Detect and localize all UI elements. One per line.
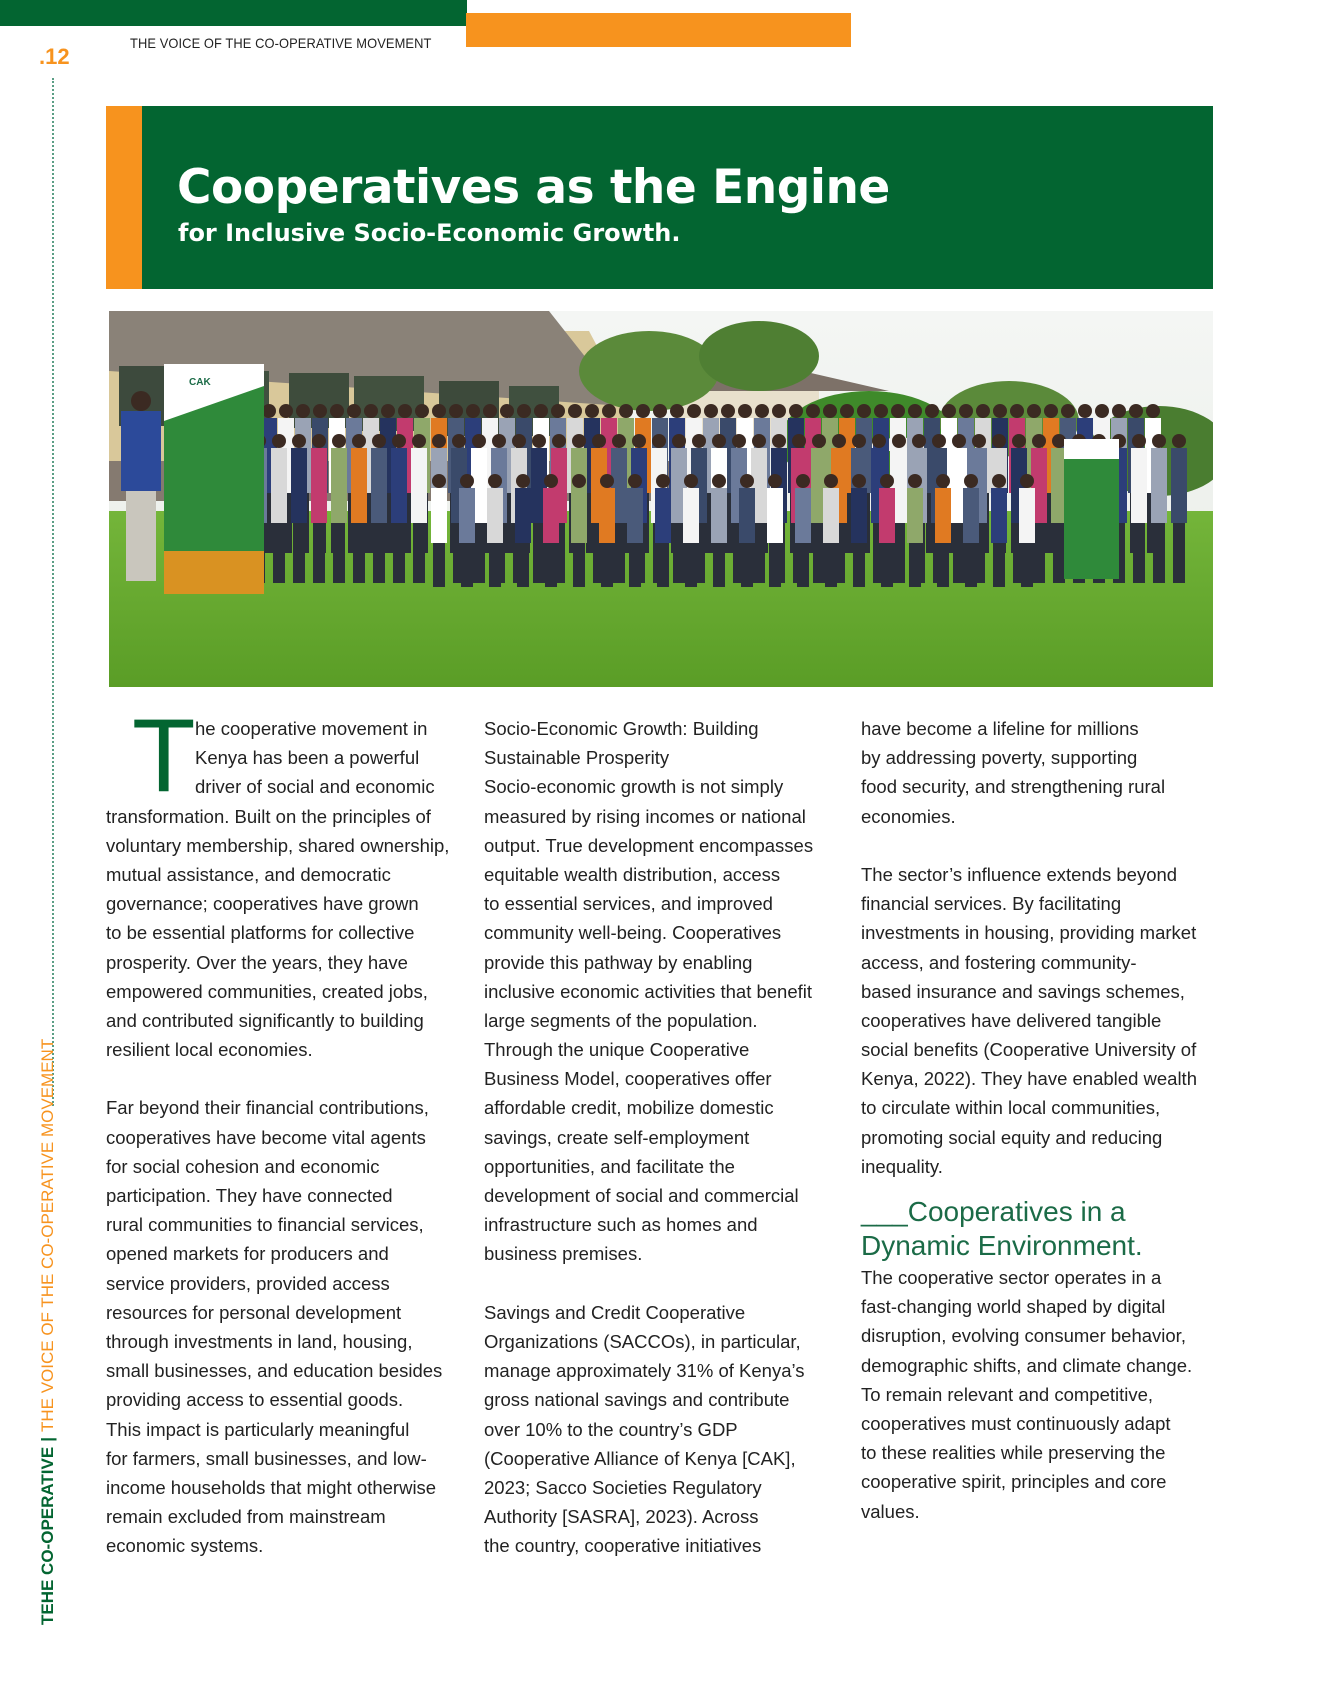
person-figure xyxy=(1151,448,1167,523)
person-figure xyxy=(347,404,361,418)
person-figure xyxy=(752,434,766,448)
person-figure xyxy=(599,488,615,543)
header-orange-bar xyxy=(466,13,851,47)
body-text-line: Through the unique Cooperative xyxy=(484,1039,750,1061)
person-figure xyxy=(711,488,727,543)
body-text-line: governance; cooperatives have grown xyxy=(106,893,419,915)
person-figure xyxy=(628,474,642,488)
person-figure xyxy=(330,404,344,418)
person-figure xyxy=(619,404,633,418)
person-figure xyxy=(364,404,378,418)
person-figure xyxy=(891,404,905,418)
person-figure xyxy=(942,404,956,418)
person-figure xyxy=(492,434,506,448)
person-figure xyxy=(908,474,922,488)
person-figure xyxy=(1019,488,1035,543)
person-figure xyxy=(655,488,671,543)
person-figure xyxy=(131,391,151,411)
person-figure xyxy=(545,543,557,587)
person-figure xyxy=(487,488,503,543)
person-figure xyxy=(769,543,781,587)
body-text-line: access, and fostering community- xyxy=(861,951,1137,973)
person-figure xyxy=(812,434,826,448)
person-figure xyxy=(333,523,345,583)
person-figure xyxy=(908,404,922,418)
person-figure xyxy=(432,404,446,418)
person-figure xyxy=(685,543,697,587)
person-figure xyxy=(592,434,606,448)
body-text-line: disruption, evolving consumer behavior, xyxy=(861,1325,1186,1347)
person-figure xyxy=(712,474,726,488)
body-text-line: cooperative spirit, principles and core xyxy=(861,1471,1167,1493)
body-text-line: participation. They have connected xyxy=(106,1185,393,1206)
person-figure xyxy=(461,543,473,587)
person-figure xyxy=(351,448,367,523)
person-figure xyxy=(992,474,1006,488)
person-figure xyxy=(872,434,886,448)
body-text-line: values. xyxy=(861,1500,920,1522)
header-green-bar xyxy=(0,0,467,26)
person-figure xyxy=(431,488,447,543)
person-figure xyxy=(965,543,977,587)
body-text-line: inclusive economic activities that benefit xyxy=(484,980,813,1002)
person-figure xyxy=(1112,404,1126,418)
person-figure xyxy=(413,523,425,583)
body-text-line: savings, create self-employment xyxy=(484,1126,750,1148)
person-figure xyxy=(271,448,287,523)
person-figure xyxy=(373,523,385,583)
body-text-line: service providers, provided access xyxy=(106,1272,390,1294)
column-3 xyxy=(861,714,1221,1526)
person-figure xyxy=(959,404,973,418)
person-figure xyxy=(313,404,327,418)
person-figure xyxy=(552,434,566,448)
person-figure xyxy=(912,434,926,448)
person-figure xyxy=(1010,404,1024,418)
body-text-line: output. True development encompasses xyxy=(484,834,814,856)
person-figure xyxy=(1027,404,1041,418)
person-figure xyxy=(332,434,346,448)
cak-banner-right xyxy=(1064,439,1119,579)
person-figure xyxy=(432,474,446,488)
person-figure xyxy=(472,434,486,448)
publication-name: TEHE CO-OPERATIVE xyxy=(38,1446,57,1625)
body-text-line: Kenya has been a powerful xyxy=(195,747,420,769)
person-figure xyxy=(602,404,616,418)
person-figure xyxy=(892,434,906,448)
person-figure xyxy=(652,434,666,448)
body-text-line: Far beyond their financial contributions, xyxy=(106,1097,429,1119)
body-text-line: through investments in land, housing, xyxy=(106,1330,413,1352)
person-figure xyxy=(433,543,445,587)
person-figure xyxy=(972,434,986,448)
person-figure xyxy=(964,474,978,488)
person-figure xyxy=(656,474,670,488)
masthead-separator: | xyxy=(38,1437,57,1442)
person-figure xyxy=(993,404,1007,418)
person-figure xyxy=(585,404,599,418)
person-figure xyxy=(636,404,650,418)
person-figure xyxy=(313,523,325,583)
person-figure xyxy=(572,474,586,488)
body-text-line: cooperatives must continuously adapt xyxy=(861,1412,1171,1434)
body-text-line: opportunities, and facilitate the xyxy=(484,1155,735,1177)
person-figure xyxy=(993,543,1005,587)
person-figure xyxy=(601,543,613,587)
title-banner-accent xyxy=(106,106,142,289)
body-text-line: voluntary membership, shared ownership, xyxy=(106,834,450,856)
person-figure xyxy=(768,474,782,488)
body-text-line: over 10% to the country’s GDP xyxy=(484,1418,738,1440)
person-figure xyxy=(568,404,582,418)
person-figure xyxy=(517,543,529,587)
group-photo-illustration xyxy=(109,311,1213,687)
body-text-line: gross national savings and contribute xyxy=(484,1389,790,1411)
body-text-line: income households that might otherwise xyxy=(106,1476,437,1498)
person-figure xyxy=(372,434,386,448)
person-figure xyxy=(1152,434,1166,448)
person-figure xyxy=(767,488,783,543)
person-figure xyxy=(672,434,686,448)
body-text-line: inequality. xyxy=(861,1155,943,1177)
margin-dotted-rule xyxy=(52,78,54,1106)
person-figure xyxy=(551,404,565,418)
person-figure xyxy=(489,543,501,587)
vertical-masthead xyxy=(38,1039,58,1625)
person-figure xyxy=(381,404,395,418)
body-text-line: to be essential platforms for collective xyxy=(106,922,415,944)
person-figure xyxy=(738,404,752,418)
person-figure xyxy=(796,474,810,488)
person-figure xyxy=(789,404,803,418)
person-figure xyxy=(632,434,646,448)
body-text-line: economic systems. xyxy=(106,1535,264,1557)
person-figure xyxy=(1052,434,1066,448)
person-figure xyxy=(824,474,838,488)
person-figure xyxy=(657,543,669,587)
person-figure xyxy=(121,411,161,491)
person-figure xyxy=(935,488,951,543)
person-figure xyxy=(932,434,946,448)
running-head: THE VOICE OF THE CO-OPERATIVE MOVEMENT xyxy=(130,35,432,51)
person-figure xyxy=(331,448,347,523)
person-figure xyxy=(517,404,531,418)
body-text-line: small businesses, and education besides xyxy=(106,1360,443,1382)
person-figure xyxy=(670,404,684,418)
body-text-line: Savings and Credit Cooperative xyxy=(484,1301,746,1323)
person-figure xyxy=(543,488,559,543)
body-text-line: The sector’s influence extends beyond xyxy=(861,863,1178,885)
page-number: .12 xyxy=(39,44,70,69)
body-text-line: driver of social and economic xyxy=(195,776,435,798)
person-figure xyxy=(515,488,531,543)
person-figure xyxy=(1061,404,1075,418)
column-3-body-bottom xyxy=(861,1263,1221,1526)
person-figure xyxy=(925,404,939,418)
body-text-line: affordable credit, mobilize domestic xyxy=(484,1097,774,1119)
person-figure xyxy=(311,448,327,523)
person-figure xyxy=(572,434,586,448)
person-figure xyxy=(1032,434,1046,448)
person-figure xyxy=(755,404,769,418)
person-figure xyxy=(683,488,699,543)
person-figure xyxy=(353,523,365,583)
person-figure xyxy=(952,434,966,448)
person-figure xyxy=(398,404,412,418)
body-text-line xyxy=(861,831,1221,860)
body-text-line: measured by rising incomes or national xyxy=(484,805,806,827)
person-figure xyxy=(1012,434,1026,448)
person-figure xyxy=(1129,404,1143,418)
crowd xyxy=(121,391,1187,587)
person-figure xyxy=(1044,404,1058,418)
body-text-line: development of social and commercial xyxy=(484,1185,799,1206)
banner-logo: CAK xyxy=(189,377,211,388)
person-figure xyxy=(352,434,366,448)
person-figure xyxy=(684,474,698,488)
person-figure xyxy=(852,434,866,448)
person-figure xyxy=(1153,523,1165,583)
article-title: Cooperatives as the Engine xyxy=(177,160,890,215)
body-text-line: for social cohesion and economic xyxy=(106,1155,380,1177)
person-figure xyxy=(291,448,307,523)
body-text-line: 2023; Sacco Societies Regulatory xyxy=(484,1476,762,1498)
person-figure xyxy=(532,434,546,448)
person-figure xyxy=(393,523,405,583)
body-text-line: based insurance and savings schemes, xyxy=(861,980,1185,1002)
person-figure xyxy=(512,434,526,448)
person-figure xyxy=(460,474,474,488)
person-figure xyxy=(292,434,306,448)
person-figure xyxy=(412,434,426,448)
person-figure xyxy=(741,543,753,587)
person-figure xyxy=(1020,474,1034,488)
person-figure xyxy=(840,404,854,418)
section-heading-line-1: ___Cooperatives in a xyxy=(861,1196,1126,1227)
person-figure xyxy=(1095,404,1109,418)
person-figure xyxy=(806,404,820,418)
body-text-line: investments in housing, providing market xyxy=(861,922,1197,944)
body-text-line: for farmers, small businesses, and low- xyxy=(106,1447,427,1469)
person-figure xyxy=(1173,523,1185,583)
column-2 xyxy=(484,714,844,1560)
person-figure xyxy=(411,448,427,523)
body-text-line: providing access to essential goods. xyxy=(106,1389,404,1411)
person-figure xyxy=(273,523,285,583)
person-figure xyxy=(126,491,156,581)
person-figure xyxy=(1021,543,1033,587)
person-figure xyxy=(534,404,548,418)
person-figure xyxy=(874,404,888,418)
publication-tagline: THE VOICE OF THE CO-OPERATIVE MOVEMENT xyxy=(38,1038,57,1433)
person-figure xyxy=(732,434,746,448)
person-figure xyxy=(991,488,1007,543)
person-figure xyxy=(909,543,921,587)
body-text-line: community well-being. Cooperatives xyxy=(484,922,782,944)
person-figure xyxy=(544,474,558,488)
body-text-line: (Cooperative Alliance of Kenya [CAK], xyxy=(484,1447,796,1469)
body-text-line: promoting social equity and reducing xyxy=(861,1126,1163,1148)
body-text-line: he cooperative movement in xyxy=(195,718,428,739)
person-figure xyxy=(653,404,667,418)
person-figure xyxy=(415,404,429,418)
person-figure xyxy=(823,488,839,543)
body-text-line: financial services. By facilitating xyxy=(861,893,1122,915)
person-figure xyxy=(937,543,949,587)
person-figure xyxy=(1053,523,1065,583)
person-figure xyxy=(392,434,406,448)
body-text-line: and contributed significantly to building xyxy=(106,1009,424,1031)
person-figure xyxy=(483,404,497,418)
body-text-line: Kenya, 2022). They have enabled wealth xyxy=(861,1068,1197,1090)
body-text-line: transformation. Built on the principles of xyxy=(106,805,431,827)
person-figure xyxy=(262,404,276,418)
body-text-line: Socio-Economic Growth: Building xyxy=(484,718,759,739)
section-heading-line-2: Dynamic Environment. xyxy=(861,1230,1143,1261)
person-figure xyxy=(823,404,837,418)
body-text-line: To remain relevant and competitive, xyxy=(861,1383,1154,1405)
body-text-line xyxy=(484,1269,844,1298)
person-figure xyxy=(739,488,755,543)
person-figure xyxy=(293,523,305,583)
person-figure xyxy=(687,404,701,418)
person-figure xyxy=(279,404,293,418)
person-figure xyxy=(832,434,846,448)
body-text-line: to these realities while preserving the xyxy=(861,1442,1166,1464)
person-figure xyxy=(516,474,530,488)
person-figure xyxy=(500,404,514,418)
person-figure xyxy=(488,474,502,488)
body-text-line: by addressing poverty, supporting xyxy=(861,747,1138,769)
person-figure xyxy=(1146,404,1160,418)
person-figure xyxy=(1078,404,1092,418)
body-text-line: empowered communities, created jobs, xyxy=(106,980,428,1002)
person-figure xyxy=(713,543,725,587)
body-text-line: manage approximately 31% of Kenya’s xyxy=(484,1360,805,1382)
person-figure xyxy=(432,434,446,448)
person-figure xyxy=(712,434,726,448)
person-figure xyxy=(936,474,950,488)
person-figure xyxy=(1132,434,1146,448)
person-figure xyxy=(1172,434,1186,448)
cak-banner-left xyxy=(164,364,264,594)
person-figure xyxy=(772,404,786,418)
body-text-line: business premises. xyxy=(484,1243,643,1265)
drop-cap: T xyxy=(132,698,196,814)
body-text-line: prosperity. Over the years, they have xyxy=(106,951,408,973)
body-text-line: rural communities to financial services, xyxy=(106,1214,424,1236)
person-figure xyxy=(1131,448,1147,523)
body-text-line: Authority [SASRA], 2023). Across xyxy=(484,1506,759,1528)
person-figure xyxy=(795,488,811,543)
person-figure xyxy=(792,434,806,448)
person-figure xyxy=(1171,448,1187,523)
person-figure xyxy=(857,404,871,418)
body-text-line: resources for personal development xyxy=(106,1301,402,1323)
person-figure xyxy=(721,404,735,418)
column-3-body-top xyxy=(861,714,1221,1181)
body-text-line: Socio-economic growth is not simply xyxy=(484,776,784,798)
person-figure xyxy=(391,448,407,523)
body-text-line: resilient local economies. xyxy=(106,1039,313,1061)
article-subtitle: for Inclusive Socio-Economic Growth. xyxy=(178,219,681,247)
person-figure xyxy=(452,434,466,448)
person-figure xyxy=(571,488,587,543)
body-text-line: provide this pathway by enabling xyxy=(484,951,753,973)
person-figure xyxy=(1133,523,1145,583)
person-figure xyxy=(963,488,979,543)
person-figure xyxy=(880,474,894,488)
body-text-line: The cooperative sector operates in a xyxy=(861,1267,1162,1288)
person-figure xyxy=(772,434,786,448)
person-figure xyxy=(312,434,326,448)
person-figure xyxy=(907,488,923,543)
body-text-line: to essential services, and improved xyxy=(484,893,773,915)
body-text-line: Organizations (SACCOs), in particular, xyxy=(484,1330,801,1352)
body-text-line: food security, and strengthening rural xyxy=(861,776,1166,798)
body-text-line: mutual assistance, and democratic xyxy=(106,863,391,885)
body-text-line: Sustainable Prosperity xyxy=(484,747,670,769)
person-figure xyxy=(629,543,641,587)
person-figure xyxy=(466,404,480,418)
person-figure xyxy=(853,543,865,587)
person-figure xyxy=(627,488,643,543)
person-figure xyxy=(612,434,626,448)
column-1 xyxy=(106,714,466,1560)
body-text-line: large segments of the population. xyxy=(484,1009,758,1031)
person-figure xyxy=(879,488,895,543)
body-text-line xyxy=(106,1064,466,1093)
body-text-line: the country, cooperative initiatives xyxy=(484,1535,762,1557)
body-text-line: cooperatives have become vital agents xyxy=(106,1126,426,1148)
person-figure xyxy=(797,543,809,587)
body-text-line: cooperatives have delivered tangible xyxy=(861,1009,1162,1031)
body-text-line: opened markets for producers and xyxy=(106,1243,389,1265)
body-text-line: economies. xyxy=(861,805,956,827)
person-figure xyxy=(272,434,286,448)
person-figure xyxy=(992,434,1006,448)
person-figure xyxy=(459,488,475,543)
person-figure xyxy=(692,434,706,448)
group-photo xyxy=(109,311,1213,687)
body-text-line: to circulate within local communities, xyxy=(861,1097,1161,1119)
body-text-line: Business Model, cooperatives offer xyxy=(484,1068,772,1090)
person-figure xyxy=(371,448,387,523)
body-text-line: demographic shifts, and climate change. xyxy=(861,1354,1193,1376)
person-figure xyxy=(740,474,754,488)
person-figure xyxy=(600,474,614,488)
body-text-line: fast-changing world shaped by digital xyxy=(861,1296,1166,1318)
person-figure xyxy=(296,404,310,418)
body-text-line: remain excluded from mainstream xyxy=(106,1506,386,1528)
person-figure xyxy=(851,488,867,543)
person-figure xyxy=(573,543,585,587)
person-figure xyxy=(825,543,837,587)
person-figure xyxy=(449,404,463,418)
body-text-line: infrastructure such as homes and xyxy=(484,1214,758,1236)
body-text-line: This impact is particularly meaningful xyxy=(106,1418,410,1440)
person-figure xyxy=(704,404,718,418)
person-figure xyxy=(976,404,990,418)
body-text-line: equitable wealth distribution, access xyxy=(484,863,781,885)
person-figure xyxy=(881,543,893,587)
body-text-line: social benefits (Cooperative University of xyxy=(861,1039,1197,1061)
person-figure xyxy=(852,474,866,488)
body-text-line: have become a lifeline for millions xyxy=(861,718,1139,739)
